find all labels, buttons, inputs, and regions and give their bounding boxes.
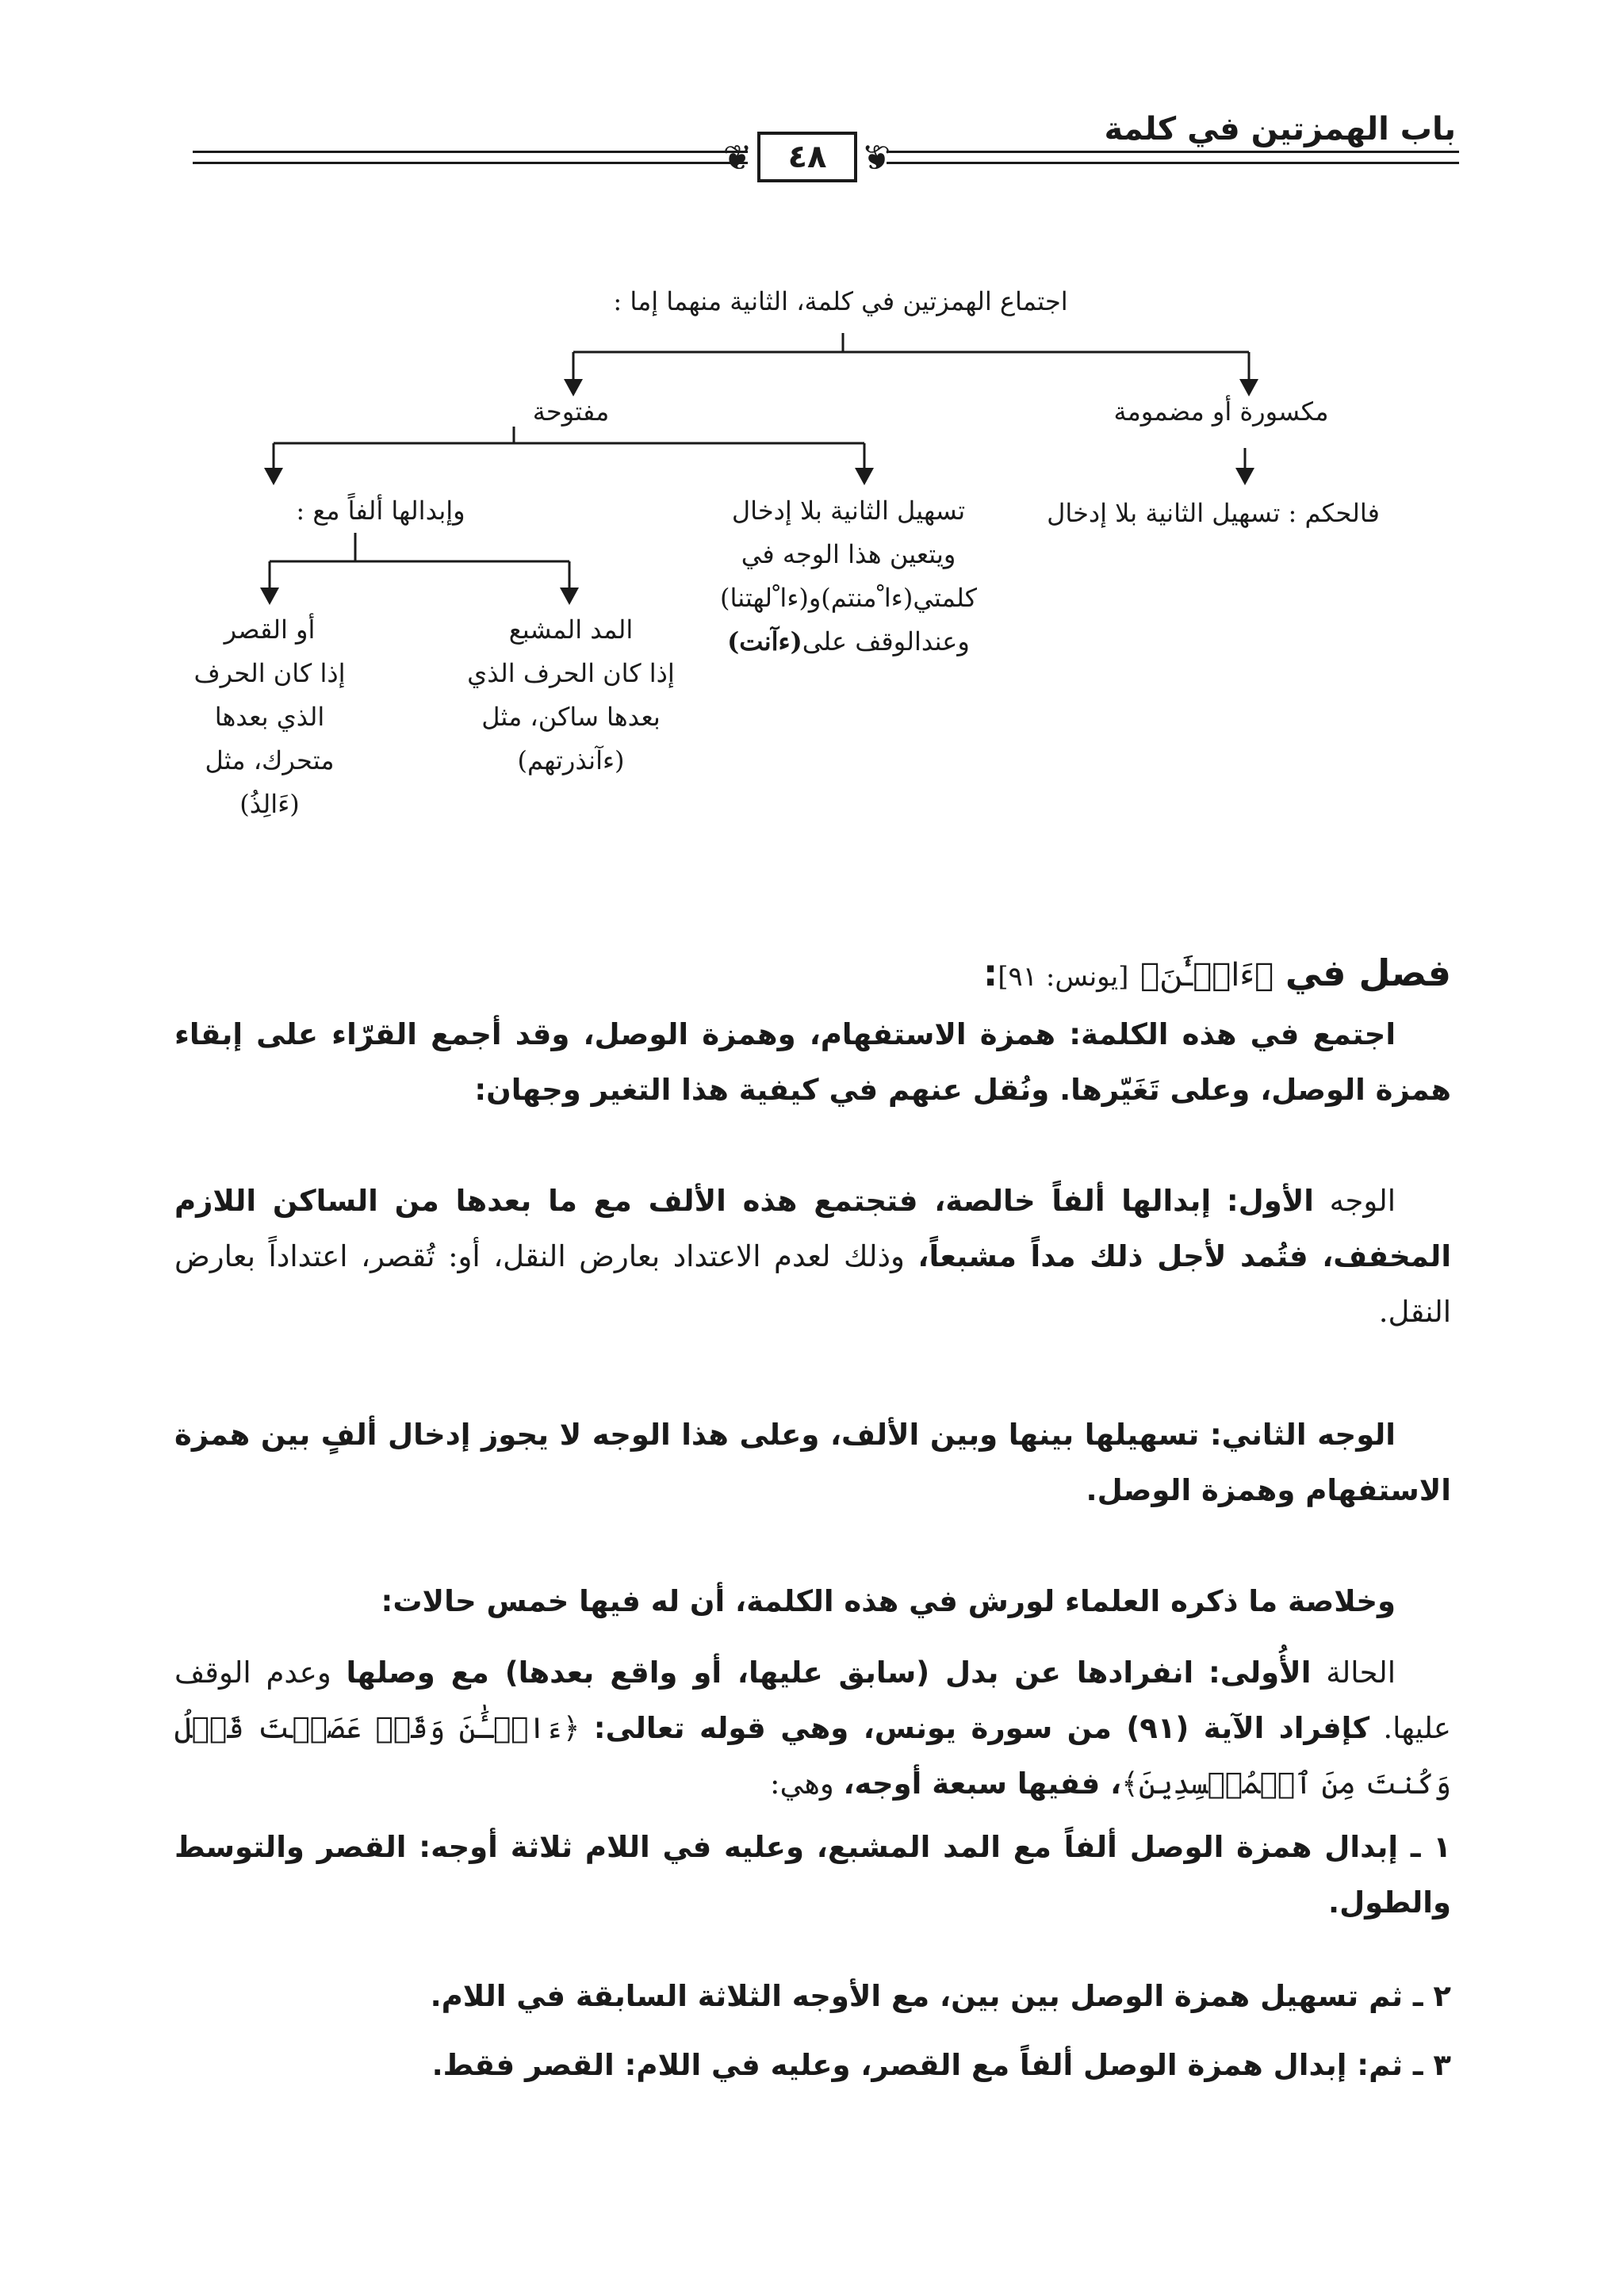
tree-qasr-line3: الذي بعدها — [214, 702, 325, 732]
tree-middle-node — [698, 489, 999, 664]
tree-qasr-line1: أو القصر — [224, 614, 316, 645]
tree-madd-line3: بعدها ساكن، مثل — [481, 702, 661, 732]
paragraph-2-label: الأول: — [1226, 1184, 1314, 1218]
ornament-left-icon: ❦ — [722, 138, 753, 178]
paragraph-2-plain: وذلك لعدم الاعتداد بعارض النقل، أو: تُقصر، اعتداداً بعارض النقل. — [174, 1239, 1451, 1329]
paragraph-1 — [174, 1007, 1451, 1118]
paragraph-4-text: وخلاصة ما ذكره العلماء لورش في هذه الكلمة، أن له فيها خمس حالات: — [381, 1584, 1396, 1618]
paragraph-4 — [174, 1574, 1451, 1629]
tree-qasr-line5: (ءَالِذُ) — [239, 789, 300, 819]
paragraph-5-label: الأُولى: — [1208, 1656, 1312, 1690]
tree-branch-left: مفتوحة — [532, 396, 610, 427]
paragraph-5-end: وهي: — [770, 1767, 834, 1801]
paragraph-5-bold: انفرادها عن بدل (سابق عليها، أو واقع بعدها) مع وصلها — [346, 1656, 1194, 1690]
paragraph-5-bold2: كإفراد الآية (٩١) من سورة يونس، وهي قوله تعالى: — [593, 1711, 1370, 1745]
tree-ibdal-node: وإبدالها ألفاً مع : — [296, 496, 465, 526]
paragraph-2 — [174, 1173, 1451, 1340]
tree-madd-line2: إذا كان الحرف الذي — [467, 658, 675, 688]
paragraph-5-plain: وعدم الوقف عليها. — [174, 1656, 1452, 1745]
paragraph-5-quran: ﴿ءَالۡـَٰٔنَ وَقَدۡ عَصَيۡتَ قَبۡلُ وَكُنتَ مِنَ ٱلۡمُفۡسِدِينَ﴾ — [174, 1711, 1451, 1801]
tree-qasr-node — [182, 608, 357, 826]
section-title-prefix: فصل في — [1285, 951, 1451, 994]
ornament-right-icon: ❦ — [861, 138, 891, 178]
paragraph-3-text: الوجه الثاني: تسهيلها بينها وبين الألف، وعلى هذا الوجه لا يجوز إدخال ألفٍ بين همزة الاستفهام وهمزة الوصل. — [174, 1418, 1451, 1507]
tree-qasr-line2: إذا كان الحرف — [193, 658, 346, 688]
tree-madd-node — [420, 608, 722, 783]
tree-madd-line4: (ءآنذرتهم) — [517, 745, 625, 775]
list-item-1 — [174, 1820, 1451, 1931]
section-reference: [يونس: ٩١] — [998, 961, 1129, 993]
tree-middle-line4 — [698, 620, 999, 664]
tree-qasr-line4: متحرك، مثل — [205, 745, 335, 775]
paragraph-5-bold3: ، ففيها سبعة أوجه، — [843, 1767, 1122, 1801]
paragraph-3 — [174, 1407, 1451, 1518]
tree-middle-line1: تسهيل الثانية بلا إدخال — [731, 496, 966, 526]
list-item-3-text: ٣ ـ ثم: إبدال همزة الوصل ألفاً مع القصر، وعليه في اللام: القصر فقط. — [431, 2048, 1451, 2082]
list-item-2-text: ٢ ـ ثم تسهيل همزة الوصل بين بين، مع الأوجه الثلاثة السابقة في اللام. — [430, 1979, 1451, 2013]
tree-middle-line2: ويتعين هذا الوجه في — [741, 539, 956, 569]
tree-middle-line4-prefix: وعندالوقف على — [802, 626, 970, 657]
paragraph-5-lead: الحالة — [1326, 1656, 1396, 1690]
tree-middle-line3: كلمتي(ءا ْمنتم)و(ءا ْلهتنا) — [720, 583, 977, 613]
section-quran-word: ﴿ءَالۡـَٰٔنَ﴾ — [1140, 957, 1274, 993]
tree-madd-line1: المد المشبع — [508, 614, 634, 645]
paragraph-2-lead: الوجه — [1329, 1184, 1396, 1218]
paragraph-1-text: اجتمع في هذه الكلمة: همزة الاستفهام، وهمزة الوصل، وقد أجمع القرّاء على إبقاء همزة الوصل، وعلى تَغَيّرها. ونُقل عنهم في كيفية هذا التغير وجهان: — [174, 1017, 1451, 1107]
paragraph-5 — [174, 1645, 1451, 1812]
section-title-suffix: : — [982, 951, 998, 994]
section-title — [167, 947, 1451, 1002]
tree-root: اجتماع الهمزتين في كلمة، الثانية منهما إما : — [613, 286, 1068, 316]
tree-middle-line4-word: (ءآنت) — [727, 626, 802, 657]
list-item-2 — [174, 1969, 1451, 2024]
page-number: ٤٨ — [757, 132, 857, 182]
tree-branch-right: مكسورة أو مضمومة — [1113, 396, 1329, 427]
tree-right-result: فالحكم : تسهيل الثانية بلا إدخال — [1047, 498, 1380, 528]
chapter-title: باب الهمزتين في كلمة — [1104, 111, 1456, 147]
paragraph-2-bold: إبدالها ألفاً خالصة، فتجتمع هذه الألف مع ما بعدها من الساكن اللازم المخفف، فتُمد لأجل ذلك مداً مشبعاً، — [174, 1184, 1452, 1273]
list-item-1-text: ١ ـ إبدال همزة الوصل ألفاً مع المد المشبع، وعليه في اللام ثلاثة أوجه: القصر والتوسط والطول. — [174, 1830, 1451, 1920]
list-item-3 — [174, 2038, 1451, 2093]
